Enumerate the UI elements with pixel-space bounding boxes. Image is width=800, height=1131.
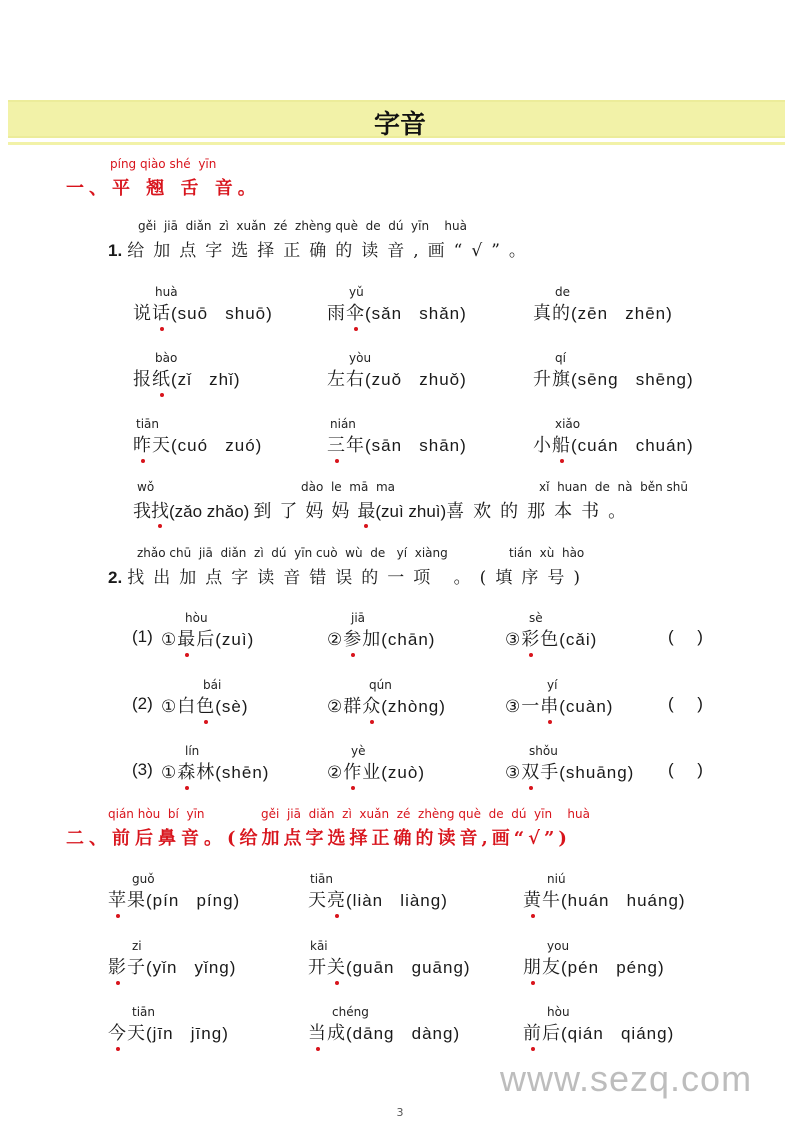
item-dotted-char: 关 [327, 957, 346, 978]
item-reading-options: (qián qiáng) [561, 1024, 675, 1043]
section2-instruction: (给加点字选择正确的读音,画“√”) [227, 828, 571, 849]
q1-item [327, 282, 467, 326]
item-char: 一 [521, 696, 541, 717]
q2-option [505, 608, 597, 652]
item-char: 升 [533, 369, 552, 390]
item-reading-options: (sǎn shǎn) [365, 304, 467, 323]
item-char: 说 [133, 303, 152, 324]
item-option-mark: ① [161, 630, 178, 649]
item-word [327, 695, 446, 719]
q2-option [161, 741, 269, 785]
item-char: 小 [533, 435, 552, 456]
item-char: 天 [152, 435, 171, 456]
item-pinyin: jiā [351, 611, 366, 625]
item-reading-options: (zhòng) [381, 697, 446, 716]
item-pinyin: sè [529, 611, 543, 625]
q2-option [327, 741, 425, 785]
q1-last-row [133, 497, 635, 523]
section2-item [308, 936, 471, 980]
watermark: www.sezq.com [500, 1058, 753, 1099]
item-word [505, 628, 597, 652]
section2-instr-pinyin: gěi jiā diǎn zì xuǎn zé zhèng què de dú yīn huà [261, 807, 590, 821]
item-dotted-char: 今 [108, 1023, 127, 1044]
item-reading-options: (sān shān) [365, 436, 467, 455]
item-word [133, 434, 262, 458]
item-char: 右 [346, 369, 365, 390]
q2-pinyin-2: tián xù hào [509, 546, 585, 560]
section2-item [108, 1002, 229, 1046]
item-word [108, 1022, 229, 1046]
item-char: 左 [327, 369, 346, 390]
q1-last-dot2: 最 [357, 497, 375, 523]
item-word [523, 1022, 674, 1046]
q1-item [133, 414, 262, 458]
item-dotted-char: 亮 [327, 890, 346, 911]
item-pinyin: chéng [332, 1005, 369, 1019]
item-reading-options: (zēn zhēn) [571, 304, 673, 323]
item-dotted-char: 最 [177, 629, 197, 650]
section2-item [523, 869, 686, 913]
item-word [523, 956, 665, 980]
section2-item [308, 1002, 460, 1046]
item-dotted-char: 船 [552, 435, 571, 456]
item-dotted-char: 朋 [523, 957, 542, 978]
item-char: 天 [127, 1023, 146, 1044]
item-char: 后 [542, 1023, 561, 1044]
item-word [523, 889, 686, 913]
item-reading-options: (shuāng) [559, 763, 635, 782]
q2-option [505, 741, 634, 785]
item-pinyin: qún [369, 678, 392, 692]
q2-option [327, 675, 446, 719]
item-pinyin: kāi [310, 939, 328, 953]
item-char: 天 [308, 890, 327, 911]
section2-item [108, 869, 240, 913]
q2-number: 2. [108, 568, 123, 587]
item-word [161, 628, 254, 652]
item-word [327, 761, 425, 785]
item-dotted-char: 伞 [346, 303, 365, 324]
q1-item [533, 282, 673, 326]
item-reading-options: (sēng shēng) [571, 370, 694, 389]
q1-last-pinyin-3: xǐ huan de nà běn shū [539, 480, 688, 494]
item-pinyin: shǒu [529, 744, 558, 758]
item-pinyin: guǒ [132, 872, 155, 886]
item-word [533, 434, 694, 458]
item-word [308, 956, 471, 980]
q1-last-post: 喜欢的那本书。 [446, 501, 636, 522]
item-reading-options: (cuàn) [559, 697, 614, 716]
q2-text: 找出加点字读音错误的一项 。(填序号) [127, 568, 589, 588]
item-reading-options: (yǐn yǐng) [146, 958, 237, 977]
item-pinyin: huà [155, 285, 178, 299]
item-word [108, 956, 236, 980]
item-pinyin: zi [132, 939, 142, 953]
item-reading-options: (cǎi) [559, 630, 598, 649]
q2-option [505, 675, 613, 719]
item-word [133, 368, 241, 392]
item-word [161, 761, 269, 785]
item-pinyin: qí [555, 351, 566, 365]
item-pinyin: lín [185, 744, 200, 758]
item-pinyin: tiān [136, 417, 159, 431]
item-word [108, 889, 240, 913]
q1-pinyin: gěi jiā diǎn zì xuǎn zé zhèng què de dú yīn huà [138, 219, 467, 233]
item-char: 雨 [327, 303, 346, 324]
item-pinyin: de [555, 285, 570, 299]
q1-item [133, 282, 273, 326]
page-title: 字音 [373, 110, 426, 140]
item-reading-options: (guān guāng) [346, 958, 471, 977]
item-dotted-char: 参 [343, 629, 363, 650]
q2-option [161, 608, 254, 652]
item-char: 群 [343, 696, 363, 717]
item-pinyin: you [547, 939, 570, 953]
section2-heading: 二、前后鼻音。 [66, 828, 227, 849]
item-word [533, 368, 694, 392]
item-char: 林 [196, 762, 216, 783]
item-reading-options: (cuó zuó) [171, 436, 263, 455]
item-word [327, 628, 435, 652]
item-pinyin: bào [155, 351, 178, 365]
q1-last-pinyin-2: dào le mā ma [301, 480, 396, 494]
section2-heading-line [66, 824, 571, 850]
item-reading-options: (zǐ zhǐ) [171, 370, 241, 389]
item-dotted-char: 彩 [521, 629, 541, 650]
item-pinyin: yòu [349, 351, 372, 365]
page-number: 3 [396, 1106, 404, 1119]
item-reading-options: (sè) [215, 697, 249, 716]
q2-option [161, 675, 249, 719]
q2-pinyin: zhǎo chū jiā diǎn zì dú yīn cuò wù de yí xiàng [137, 546, 448, 560]
item-pinyin: tiān [132, 1005, 155, 1019]
item-char: 旗 [552, 369, 571, 390]
item-option-mark: ② [327, 763, 344, 782]
item-reading-options: (huán huáng) [561, 891, 686, 910]
item-char: 果 [127, 890, 146, 911]
item-char: 牛 [542, 890, 561, 911]
item-char: 成 [327, 1023, 346, 1044]
item-char: 白 [177, 696, 197, 717]
item-dotted-char: 影 [108, 957, 127, 978]
item-char: 真 [533, 303, 552, 324]
q1-last-pinyin-1: wǒ [137, 480, 155, 494]
item-char: 色 [540, 629, 560, 650]
item-dotted-char: 色 [196, 696, 216, 717]
item-reading-options: (zuǒ zhuǒ) [365, 370, 467, 389]
q1-item [327, 414, 467, 458]
item-dotted-char: 当 [308, 1023, 327, 1044]
item-dotted-char: 昨 [133, 435, 152, 456]
q1-last-opts1: (zǎo zhǎo) [169, 502, 250, 521]
section2-item [523, 1002, 674, 1046]
q2-answer-blank[interactable]: ( ) [668, 627, 703, 646]
q1-item [533, 348, 694, 392]
item-dotted-char: 话 [152, 303, 171, 324]
section2-item [108, 936, 236, 980]
q1-number: 1. [108, 241, 123, 260]
item-char: 开 [308, 957, 327, 978]
item-char: 业 [362, 762, 382, 783]
item-dotted-char: 森 [177, 762, 197, 783]
item-pinyin: hòu [185, 611, 208, 625]
item-char: 加 [362, 629, 382, 650]
item-word [327, 368, 467, 392]
item-option-mark: ① [161, 697, 178, 716]
item-dotted-char: 作 [343, 762, 363, 783]
item-word [327, 302, 467, 326]
item-dotted-char: 黄 [523, 890, 542, 911]
item-pinyin: hòu [547, 1005, 570, 1019]
item-dotted-char: 前 [523, 1023, 542, 1044]
item-char: 的 [552, 303, 571, 324]
item-pinyin: bái [203, 678, 222, 692]
item-pinyin: yǔ [349, 285, 364, 299]
item-char: 后 [196, 629, 216, 650]
item-char: 报 [133, 369, 152, 390]
item-reading-options: (shēn) [215, 763, 270, 782]
q2-question [108, 563, 589, 588]
item-option-mark: ② [327, 630, 344, 649]
item-reading-options: (pén péng) [561, 958, 665, 977]
item-pinyin: yí [547, 678, 558, 692]
item-reading-options: (dāng dàng) [346, 1024, 461, 1043]
item-dotted-char: 串 [540, 696, 560, 717]
section2-pinyin: qián hòu bí yīn [108, 807, 205, 821]
item-pinyin: yè [351, 744, 366, 758]
item-dotted-char: 众 [362, 696, 382, 717]
item-char: 手 [540, 762, 560, 783]
q1-text: 给加点字选择正确的读音,画“√”。 [127, 241, 535, 261]
q1-item [533, 414, 694, 458]
item-option-mark: ③ [505, 763, 522, 782]
q1-item [133, 348, 241, 392]
item-word [327, 434, 467, 458]
q2-option [327, 608, 435, 652]
q1-question [108, 236, 535, 261]
item-word [533, 302, 673, 326]
item-reading-options: (pín píng) [146, 891, 241, 910]
item-pinyin: tiān [310, 872, 333, 886]
item-reading-options: (chān) [381, 630, 436, 649]
q2-group-label: (3) [132, 760, 153, 779]
item-option-mark: ③ [505, 697, 522, 716]
item-char: 年 [346, 435, 365, 456]
q1-last-opts2: (zuì zhuì) [375, 502, 447, 521]
item-word [161, 695, 249, 719]
q1-last-mid: 到了妈妈 [253, 501, 358, 522]
item-word [133, 302, 273, 326]
item-pinyin: xiǎo [555, 417, 581, 431]
item-dotted-char: 纸 [152, 369, 171, 390]
q1-last-pre: 我 [133, 501, 151, 522]
item-dotted-char: 苹 [108, 890, 127, 911]
item-word [308, 1022, 460, 1046]
item-dotted-char: 双 [521, 762, 541, 783]
item-char: 子 [127, 957, 146, 978]
item-reading-options: (zuì) [215, 630, 255, 649]
q2-answer-blank[interactable]: ( ) [668, 760, 703, 779]
q2-group-label: (1) [132, 627, 153, 646]
section1-pinyin: píng qiào shé yīn [110, 157, 217, 171]
title-band-underline [8, 142, 785, 145]
item-word [505, 695, 613, 719]
item-dotted-char: 三 [327, 435, 346, 456]
section2-item [308, 869, 448, 913]
q2-answer-blank[interactable]: ( ) [668, 694, 703, 713]
item-word [505, 761, 634, 785]
item-reading-options: (suō shuō) [171, 304, 273, 323]
item-char: 友 [542, 957, 561, 978]
item-option-mark: ③ [505, 630, 522, 649]
item-option-mark: ② [327, 697, 344, 716]
q2-group-label: (2) [132, 694, 153, 713]
item-word [308, 889, 448, 913]
item-pinyin: nián [330, 417, 356, 431]
item-reading-options: (zuò) [381, 763, 425, 782]
item-reading-options: (liàn liàng) [346, 891, 448, 910]
item-reading-options: (jīn jīng) [146, 1024, 229, 1043]
section2-item [523, 936, 665, 980]
q1-item [327, 348, 467, 392]
q1-last-dot1: 找 [151, 497, 169, 523]
item-pinyin: niú [547, 872, 566, 886]
item-reading-options: (cuán chuán) [571, 436, 694, 455]
section1-heading: 一、平 翘 舌 音。 [66, 178, 261, 199]
item-option-mark: ① [161, 763, 178, 782]
